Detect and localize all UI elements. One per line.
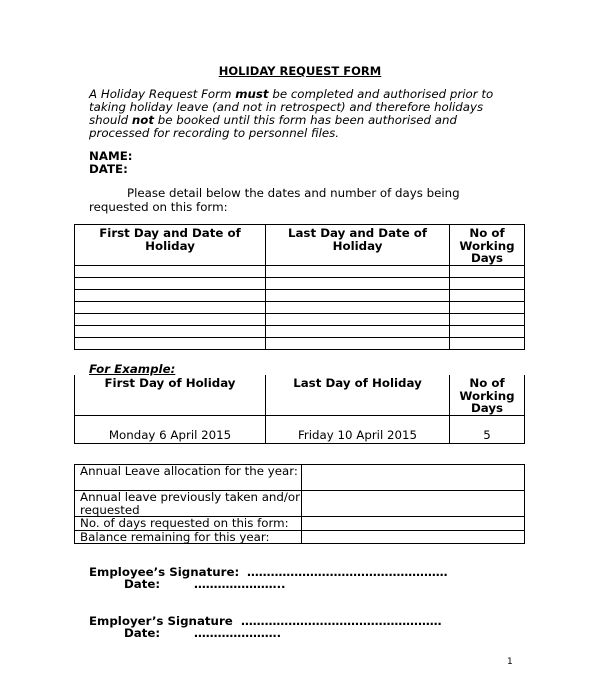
intro-emphasis-not: not xyxy=(131,113,154,127)
request-header-row xyxy=(75,225,525,266)
working-days-cell[interactable] xyxy=(450,289,525,301)
intro-text-3: be booked until this form has been authorised and processed for recording to personnel files. xyxy=(89,113,457,140)
last-day-cell[interactable] xyxy=(266,337,450,349)
last-day-cell[interactable] xyxy=(266,289,450,301)
example-header-working-days: No of Working Days xyxy=(450,375,525,415)
first-day-cell[interactable] xyxy=(75,325,266,337)
header-last-day: Last Day and Date of Holiday xyxy=(266,225,450,266)
summary-value-cell[interactable] xyxy=(302,530,525,544)
working-days-cell[interactable] xyxy=(450,265,525,277)
table-row xyxy=(75,289,525,301)
table-row xyxy=(75,265,525,277)
employer-signature-line[interactable]: …………………………………………… xyxy=(241,614,442,628)
summary-label-requested: No. of days requested on this form: xyxy=(75,517,302,531)
table-row xyxy=(75,301,525,313)
first-day-cell[interactable] xyxy=(75,265,266,277)
table-row xyxy=(75,325,525,337)
employee-signature-label: Employee’s Signature: xyxy=(89,565,240,579)
name-label: NAME: xyxy=(89,149,133,163)
example-table xyxy=(74,375,525,444)
summary-value-cell[interactable] xyxy=(302,465,525,491)
last-day-cell[interactable] xyxy=(266,277,450,289)
employee-date-label: Date: xyxy=(124,577,161,591)
example-header-first-day: First Day of Holiday xyxy=(75,375,266,415)
intro-emphasis-must: must xyxy=(235,87,269,101)
table-row xyxy=(75,313,525,325)
intro-paragraph xyxy=(89,88,519,140)
working-days-cell[interactable] xyxy=(450,325,525,337)
working-days-cell[interactable] xyxy=(450,337,525,349)
request-table xyxy=(74,224,525,350)
summary-label-previous: Annual leave previously taken and/or requested xyxy=(75,491,302,517)
summary-table xyxy=(74,464,525,544)
example-label: For Example: xyxy=(89,362,176,376)
intro-text-1: A Holiday Request Form xyxy=(89,87,236,101)
working-days-cell[interactable] xyxy=(450,301,525,313)
page-title: HOLIDAY REQUEST FORM xyxy=(218,64,382,78)
summary-row xyxy=(75,517,525,531)
first-day-cell[interactable] xyxy=(75,337,266,349)
first-day-cell[interactable] xyxy=(75,277,266,289)
summary-value-cell[interactable] xyxy=(302,491,525,517)
table-row xyxy=(75,337,525,349)
summary-label-balance: Balance remaining for this year: xyxy=(75,530,302,544)
header-working-days: No of Working Days xyxy=(450,225,525,266)
example-header-row xyxy=(75,375,525,415)
last-day-cell[interactable] xyxy=(266,313,450,325)
detail-instruction: Please detail below the dates and number of days being requested on this form: xyxy=(89,186,460,214)
employee-date-line[interactable]: ………………….. xyxy=(194,577,286,591)
example-first-day: Monday 6 April 2015 xyxy=(75,415,266,443)
summary-label-allocation: Annual Leave allocation for the year: xyxy=(75,465,302,491)
first-day-cell[interactable] xyxy=(75,301,266,313)
page-number: 1 xyxy=(507,657,513,667)
summary-row xyxy=(75,465,525,491)
working-days-cell[interactable] xyxy=(450,277,525,289)
summary-row xyxy=(75,530,525,544)
example-working-days: 5 xyxy=(450,415,525,443)
last-day-cell[interactable] xyxy=(266,265,450,277)
working-days-cell[interactable] xyxy=(450,313,525,325)
example-row xyxy=(75,415,525,443)
employer-date-label: Date: xyxy=(124,626,161,640)
last-day-cell[interactable] xyxy=(266,301,450,313)
summary-row xyxy=(75,491,525,517)
table-row xyxy=(75,277,525,289)
employer-date-line[interactable]: …………………. xyxy=(194,626,282,640)
last-day-cell[interactable] xyxy=(266,325,450,337)
example-header-last-day: Last Day of Holiday xyxy=(266,375,450,415)
employer-signature-label: Employer’s Signature xyxy=(89,614,233,628)
example-last-day: Friday 10 April 2015 xyxy=(266,415,450,443)
intro-text-2: be completed and authorised prior to taking holiday leave (and not in retrospect) and therefore holidays should xyxy=(89,87,494,127)
first-day-cell[interactable] xyxy=(75,313,266,325)
date-label: DATE: xyxy=(89,162,128,176)
employee-signature-line[interactable]: …………………………………………… xyxy=(247,565,448,579)
summary-value-cell[interactable] xyxy=(302,517,525,531)
header-first-day: First Day and Date of Holiday xyxy=(75,225,266,266)
first-day-cell[interactable] xyxy=(75,289,266,301)
